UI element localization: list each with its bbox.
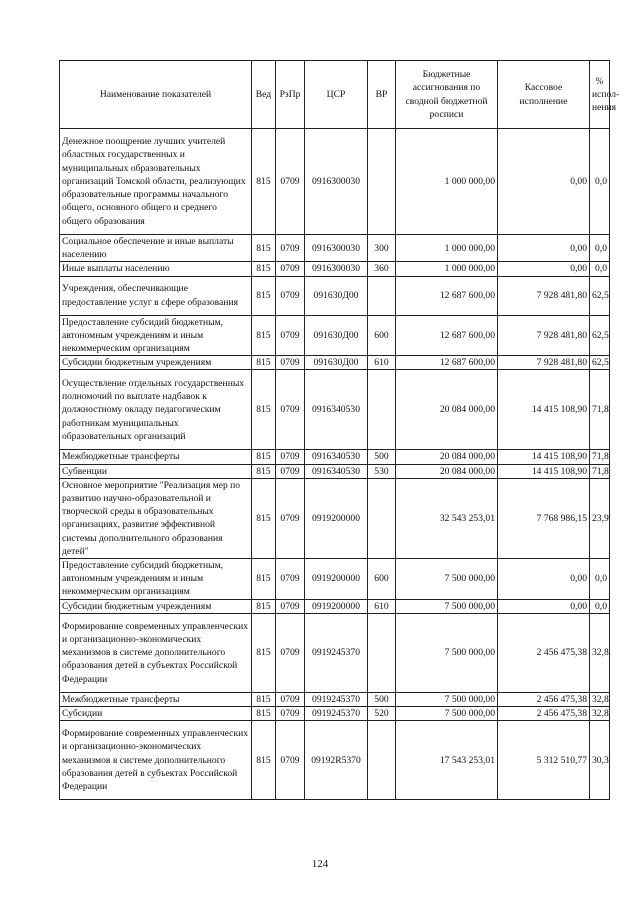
cell-ved: 815 xyxy=(252,613,276,692)
cell-rzpr: 0709 xyxy=(276,356,305,370)
cell-cash: 2 456 475,38 xyxy=(498,613,590,692)
header-rzpr: РзПр xyxy=(276,61,305,129)
table-row xyxy=(60,370,610,450)
cell-percent: 32,8 xyxy=(590,692,610,706)
cell-vr: 500 xyxy=(368,450,396,464)
cell-allocations: 7 500 000,00 xyxy=(396,692,498,706)
cell-percent: 0,0 xyxy=(590,559,610,600)
cell-allocations: 1 000 000,00 xyxy=(396,262,498,276)
cell-rzpr: 0709 xyxy=(276,464,305,478)
cell-cash: 7 928 481,80 xyxy=(498,356,590,370)
cell-cash: 2 456 475,38 xyxy=(498,707,590,721)
cell-name: Предоставление субсидий бюджетным, автономным учреждениям и иным некоммерческим организациям xyxy=(60,559,252,600)
cell-percent: 62,5 xyxy=(590,315,610,356)
header-allocations: Бюджетные ассигнования по сводной бюджетной росписи xyxy=(396,61,498,129)
cell-rzpr: 0709 xyxy=(276,129,305,235)
cell-cash: 0,00 xyxy=(498,559,590,600)
table-row xyxy=(60,450,610,464)
table-row xyxy=(60,478,610,558)
table-row xyxy=(60,129,610,235)
cell-cash: 7 768 986,15 xyxy=(498,478,590,558)
cell-cash: 14 415 108,90 xyxy=(498,450,590,464)
cell-cash: 0,00 xyxy=(498,262,590,276)
cell-rzpr: 0709 xyxy=(276,559,305,600)
cell-rzpr: 0709 xyxy=(276,721,305,800)
cell-percent: 71,8 xyxy=(590,370,610,450)
cell-name: Субсидии бюджетным учреждениям xyxy=(60,599,252,613)
cell-rzpr: 0709 xyxy=(276,613,305,692)
cell-cash: 7 928 481,80 xyxy=(498,276,590,315)
cell-ved: 815 xyxy=(252,235,276,262)
cell-vr: 500 xyxy=(368,692,396,706)
cell-name: Межбюджетные трансферты xyxy=(60,450,252,464)
cell-ved: 815 xyxy=(252,370,276,450)
cell-csr: 0919200000 xyxy=(305,478,368,558)
header-name: Наименование показателей xyxy=(60,61,252,129)
cell-vr xyxy=(368,276,396,315)
cell-percent: 0,0 xyxy=(590,262,610,276)
cell-cash: 14 415 108,90 xyxy=(498,464,590,478)
cell-ved: 815 xyxy=(252,276,276,315)
table-row xyxy=(60,235,610,262)
table-row xyxy=(60,692,610,706)
cell-csr: 091630Д00 xyxy=(305,315,368,356)
table-row xyxy=(60,707,610,721)
cell-rzpr: 0709 xyxy=(276,315,305,356)
header-cash: Кассовое исполнение xyxy=(498,61,590,129)
cell-ved: 815 xyxy=(252,599,276,613)
cell-name: Субсидии xyxy=(60,707,252,721)
cell-name: Денежное поощрение лучших учителей областных государственных и муниципальных образовательных организаций Томской области, реализующих образовательные программы начального общего, основного общего и среднего общего образования xyxy=(60,129,252,235)
cell-rzpr: 0709 xyxy=(276,707,305,721)
cell-allocations: 1 000 000,00 xyxy=(396,129,498,235)
cell-name: Осуществление отдельных государственных полномочий по выплате надбавок к должностному окладу педагогическим работникам муниципальных образовательных организаций xyxy=(60,370,252,450)
cell-allocations: 20 084 000,00 xyxy=(396,464,498,478)
cell-vr: 600 xyxy=(368,315,396,356)
cell-vr xyxy=(368,370,396,450)
cell-percent: 62,5 xyxy=(590,276,610,315)
cell-allocations: 20 084 000,00 xyxy=(396,450,498,464)
cell-rzpr: 0709 xyxy=(276,235,305,262)
cell-vr: 530 xyxy=(368,464,396,478)
cell-name: Субвенции xyxy=(60,464,252,478)
cell-allocations: 12 687 600,00 xyxy=(396,356,498,370)
cell-csr: 0916340530 xyxy=(305,370,368,450)
cell-ved: 815 xyxy=(252,559,276,600)
budget-execution-table xyxy=(59,60,620,800)
header-vr: ВР xyxy=(368,61,396,129)
cell-name: Формирование современных управленческих и организационно-экономических механизмов в системе дополнительного образования детей в субъектах Российской Федерации xyxy=(60,721,252,800)
cell-allocations: 7 500 000,00 xyxy=(396,613,498,692)
cell-vr xyxy=(368,478,396,558)
cell-ved: 815 xyxy=(252,721,276,800)
cell-csr: 091630Д00 xyxy=(305,356,368,370)
cell-csr: 0916300030 xyxy=(305,129,368,235)
cell-cash: 14 415 108,90 xyxy=(498,370,590,450)
cell-vr: 520 xyxy=(368,707,396,721)
table-row xyxy=(60,356,610,370)
cell-allocations: 32 543 253,01 xyxy=(396,478,498,558)
cell-allocations: 12 687 600,00 xyxy=(396,276,498,315)
cell-vr: 610 xyxy=(368,356,396,370)
cell-csr: 0916340530 xyxy=(305,464,368,478)
cell-rzpr: 0709 xyxy=(276,262,305,276)
cell-ved: 815 xyxy=(252,707,276,721)
table-header-row xyxy=(60,61,610,129)
cell-name: Учреждения, обеспечивающие предоставление услуг в сфере образования xyxy=(60,276,252,315)
cell-vr xyxy=(368,721,396,800)
cell-ved: 815 xyxy=(252,692,276,706)
cell-name: Социальное обеспечение и иные выплаты населению xyxy=(60,235,252,262)
cell-name: Предоставление субсидий бюджетным, автономным учреждениям и иным некоммерческим организациям xyxy=(60,315,252,356)
cell-cash: 0,00 xyxy=(498,599,590,613)
cell-cash: 0,00 xyxy=(498,235,590,262)
cell-percent: 0,0 xyxy=(590,129,610,235)
cell-csr: 0919200000 xyxy=(305,599,368,613)
cell-vr: 360 xyxy=(368,262,396,276)
cell-ved: 815 xyxy=(252,464,276,478)
cell-cash: 2 456 475,38 xyxy=(498,692,590,706)
cell-vr: 600 xyxy=(368,559,396,600)
cell-percent: 71,8 xyxy=(590,450,610,464)
cell-percent: 62,5 xyxy=(590,356,610,370)
cell-csr: 0916300030 xyxy=(305,262,368,276)
cell-cash: 7 928 481,80 xyxy=(498,315,590,356)
cell-ved: 815 xyxy=(252,450,276,464)
cell-name: Основное мероприятие "Реализация мер по развитию научно-образовательной и творческой среды в образовательных организациях, развитие эффективной системы дополнительного образования детей" xyxy=(60,478,252,558)
cell-allocations: 20 084 000,00 xyxy=(396,370,498,450)
cell-rzpr: 0709 xyxy=(276,478,305,558)
cell-percent: 0,0 xyxy=(590,235,610,262)
cell-csr: 09192R5370 xyxy=(305,721,368,800)
table-row xyxy=(60,276,610,315)
cell-percent: 0,0 xyxy=(590,599,610,613)
cell-name: Межбюджетные трансферты xyxy=(60,692,252,706)
cell-vr: 300 xyxy=(368,235,396,262)
cell-name: Субсидии бюджетным учреждениям xyxy=(60,356,252,370)
cell-allocations: 7 500 000,00 xyxy=(396,707,498,721)
cell-vr xyxy=(368,129,396,235)
table-row xyxy=(60,721,610,800)
cell-rzpr: 0709 xyxy=(276,692,305,706)
page-number: 124 xyxy=(311,858,329,870)
cell-csr: 091630Д00 xyxy=(305,276,368,315)
cell-percent: 30,3 xyxy=(590,721,610,800)
cell-csr: 0916340530 xyxy=(305,450,368,464)
cell-allocations: 1 000 000,00 xyxy=(396,235,498,262)
header-ved: Вед xyxy=(252,61,276,129)
cell-cash: 5 312 510,77 xyxy=(498,721,590,800)
table-row xyxy=(60,613,610,692)
cell-csr: 0919245370 xyxy=(305,692,368,706)
cell-ved: 815 xyxy=(252,315,276,356)
cell-vr xyxy=(368,613,396,692)
cell-ved: 815 xyxy=(252,262,276,276)
cell-name: Иные выплаты населению xyxy=(60,262,252,276)
cell-allocations: 7 500 000,00 xyxy=(396,599,498,613)
table-row xyxy=(60,559,610,600)
cell-rzpr: 0709 xyxy=(276,599,305,613)
cell-ved: 815 xyxy=(252,478,276,558)
cell-percent: 32,8 xyxy=(590,707,610,721)
cell-rzpr: 0709 xyxy=(276,276,305,315)
cell-csr: 0919245370 xyxy=(305,613,368,692)
header-csr: ЦСР xyxy=(305,61,368,129)
cell-allocations: 7 500 000,00 xyxy=(396,559,498,600)
cell-name: Формирование современных управленческих и организационно-экономических механизмов в системе дополнительного образования детей в субъектах Российской Федерации xyxy=(60,613,252,692)
table-row xyxy=(60,315,610,356)
table-row xyxy=(60,599,610,613)
cell-ved: 815 xyxy=(252,129,276,235)
cell-percent: 23,9 xyxy=(590,478,610,558)
cell-csr: 0916300030 xyxy=(305,235,368,262)
cell-allocations: 17 543 253,01 xyxy=(396,721,498,800)
cell-ved: 815 xyxy=(252,356,276,370)
cell-vr: 610 xyxy=(368,599,396,613)
cell-csr: 0919200000 xyxy=(305,559,368,600)
cell-allocations: 12 687 600,00 xyxy=(396,315,498,356)
cell-rzpr: 0709 xyxy=(276,370,305,450)
cell-csr: 0919245370 xyxy=(305,707,368,721)
header-percent: % испол-нения xyxy=(590,61,610,129)
cell-rzpr: 0709 xyxy=(276,450,305,464)
table-row xyxy=(60,464,610,478)
table-row xyxy=(60,262,610,276)
cell-cash: 0,00 xyxy=(498,129,590,235)
cell-percent: 71,8 xyxy=(590,464,610,478)
cell-percent: 32,8 xyxy=(590,613,610,692)
